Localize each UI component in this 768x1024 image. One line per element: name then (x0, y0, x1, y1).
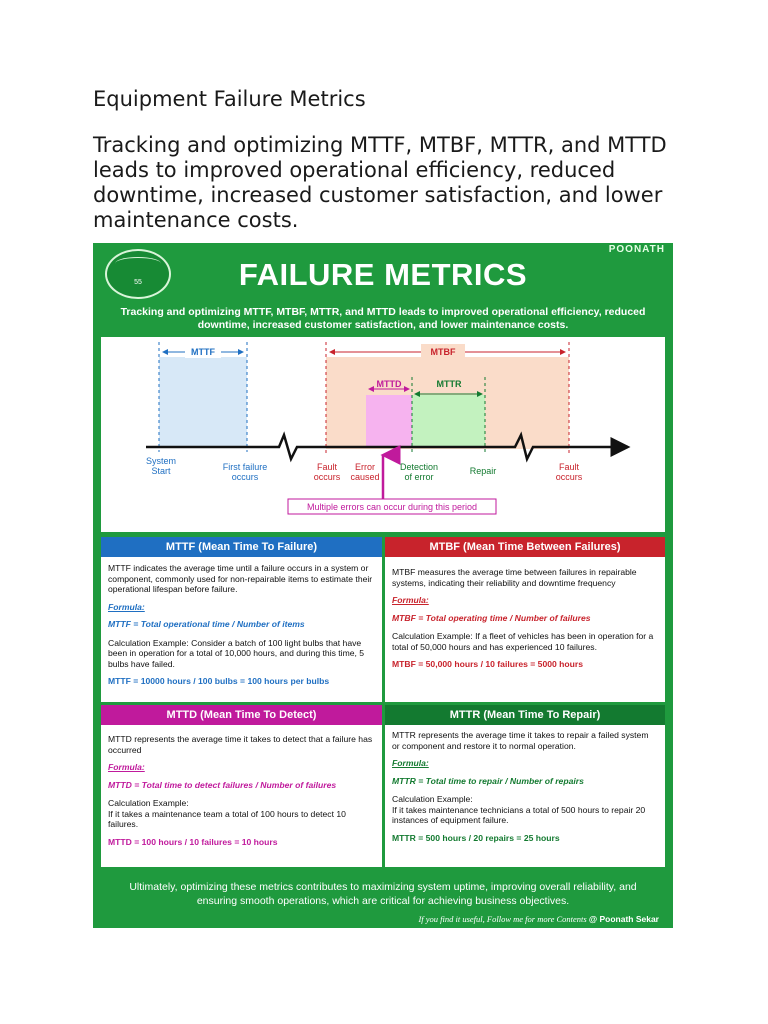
svg-text:occurs (314, 472, 341, 482)
mttf-description: MTTF indicates the average time until a failure occurs in a system or component, commonly used for non-repairable items to estimate their operational lifespan before failure. (108, 563, 373, 594)
mttf-region (159, 357, 247, 447)
mttd-example-title: Calculation Example: (108, 798, 189, 808)
svg-text:occurs (556, 472, 583, 482)
mttd-formula-label: Formula: (108, 762, 145, 772)
label-system-start-2: Start (151, 466, 171, 476)
label-fault-occurs-2: Fault (558, 462, 580, 472)
poster-credit (418, 914, 659, 924)
svg-text:System (146, 456, 176, 466)
label-fault-occurs-1b: occurs (313, 472, 341, 482)
poster-footer-text: Ultimately, optimizing these metrics contributes to maximizing system uptime, improving overall reliability, and ensuring smooth operations, which are critical for achieving business objectives. (129, 881, 637, 907)
svg-text:caused (350, 472, 379, 482)
mttr-region (412, 395, 485, 447)
mttf-result: MTTF = 10000 hours / 100 bulbs = 100 hours per bulbs (108, 676, 330, 686)
label-error-caused: Error (355, 462, 375, 472)
document-intro: Tracking and optimizing MTTF, MTBF, MTTR, and MTTD leads to improved operational efficiency, reduced downtime, increased customer satisfaction, and lower maintenance costs. (93, 133, 667, 232)
logo-number: 55 (134, 279, 142, 286)
mttr-formula: MTTR = Total time to repair / Number of repairs (392, 775, 584, 786)
mttd-card (101, 705, 382, 867)
mtbf-formula-label: Formula: (392, 595, 429, 605)
mttr-example-title: Calculation Example: (392, 794, 473, 804)
svg-text:Fault (559, 462, 580, 472)
poster-title: FAILURE METRICS (238, 257, 528, 292)
mtbf-card-header: MTBF (Mean Time Between Failures) (385, 537, 665, 557)
mttr-card (385, 705, 665, 867)
label-repair: Repair (469, 466, 497, 476)
label-detection-2: of error (404, 472, 434, 482)
poster-subtitle: Tracking and optimizing MTTF, MTBF, MTTR, and MTTD leads to improved operational efficiency, reduced downtime, increased customer satisfaction, and lower maintenance costs. (120, 306, 646, 331)
svg-text:Start (151, 466, 171, 476)
label-system-start: System (145, 456, 177, 466)
mttd-card-header: MTTD (Mean Time To Detect) (101, 705, 382, 725)
mttr-card-header: MTTR (Mean Time To Repair) (385, 705, 665, 725)
mttr-example: If it takes maintenance technicians a total of 500 hours to repair 20 instances of equipment failure. (392, 804, 646, 825)
label-error-caused-2: caused (350, 472, 380, 482)
mtbf-example: Calculation Example: If a fleet of vehicles has been in operation for a total of 50,000 hours and has experienced 10 failures. (392, 631, 654, 652)
mttr-result: MTTR = 500 hours / 20 repairs = 25 hours (392, 832, 560, 843)
mttd-example: If it takes a maintenance team a total of 100 hours to detect 10 failures. (108, 808, 346, 829)
mttf-example: Calculation Example: Consider a batch of 100 light bulbs that have been in operation for a total of 10,000 hours, and during this time, 5 bulbs have failed. (108, 637, 365, 669)
svg-text:Fault (317, 462, 338, 472)
failure-metrics-poster (93, 243, 673, 928)
mtbf-label: MTBF (430, 347, 456, 357)
credit-author: @ Poonath Sekar (588, 914, 659, 924)
svg-text:Error (355, 462, 375, 472)
mtbf-card (385, 537, 665, 702)
timeline-diagram (101, 337, 665, 532)
label-first-failure: First failure (222, 462, 268, 472)
mtbf-formula: MTBF = Total operating time / Number of failures (392, 612, 591, 623)
document-title: Equipment Failure Metrics (93, 87, 366, 111)
mttf-card (101, 537, 382, 702)
mttd-region (366, 395, 412, 447)
mttr-formula-label: Formula: (392, 758, 429, 768)
mttf-label: MTTF (191, 347, 215, 357)
mttd-formula: MTTD = Total time to detect failures / Number of failures (108, 779, 337, 790)
svg-text:First failure (223, 462, 268, 472)
label-fault-occurs-1: Fault (316, 462, 338, 472)
mttf-card-header: MTTF (Mean Time To Failure) (101, 537, 382, 557)
mttf-formula: MTTF = Total operational time / Number of items (108, 619, 305, 629)
mttd-result: MTTD = 100 hours / 10 failures = 10 hours (108, 836, 278, 847)
mttf-formula-label: Formula: (108, 601, 145, 612)
svg-text:occurs (232, 472, 259, 482)
multiple-errors-note: Multiple errors can occur during this period (306, 502, 478, 512)
logo-emblem (105, 249, 171, 299)
svg-text:Detection (400, 462, 438, 472)
credit-text: If you find it useful, Follow me for more Contents (418, 914, 587, 924)
label-first-failure-2: occurs (231, 472, 259, 482)
mttr-label: MTTR (436, 379, 462, 389)
svg-text:of error (404, 472, 433, 482)
mtbf-description: MTBF measures the average time between failures in repairable systems, indicating their reliability and downtime frequency (392, 567, 637, 588)
mttr-description: MTTR represents the average time it takes to repair a failed system or component and restore it to normal operation. (392, 730, 649, 751)
mttd-label: MTTD (376, 379, 402, 389)
label-fault-occurs-2b: occurs (555, 472, 583, 482)
mtbf-result: MTBF = 50,000 hours / 10 failures = 5000 hours (392, 659, 584, 669)
mttd-description: MTTD represents the average time it takes to detect that a failure has occurred (108, 734, 373, 755)
label-detection: Detection (399, 462, 439, 472)
brand-label: POONATH (608, 244, 665, 255)
